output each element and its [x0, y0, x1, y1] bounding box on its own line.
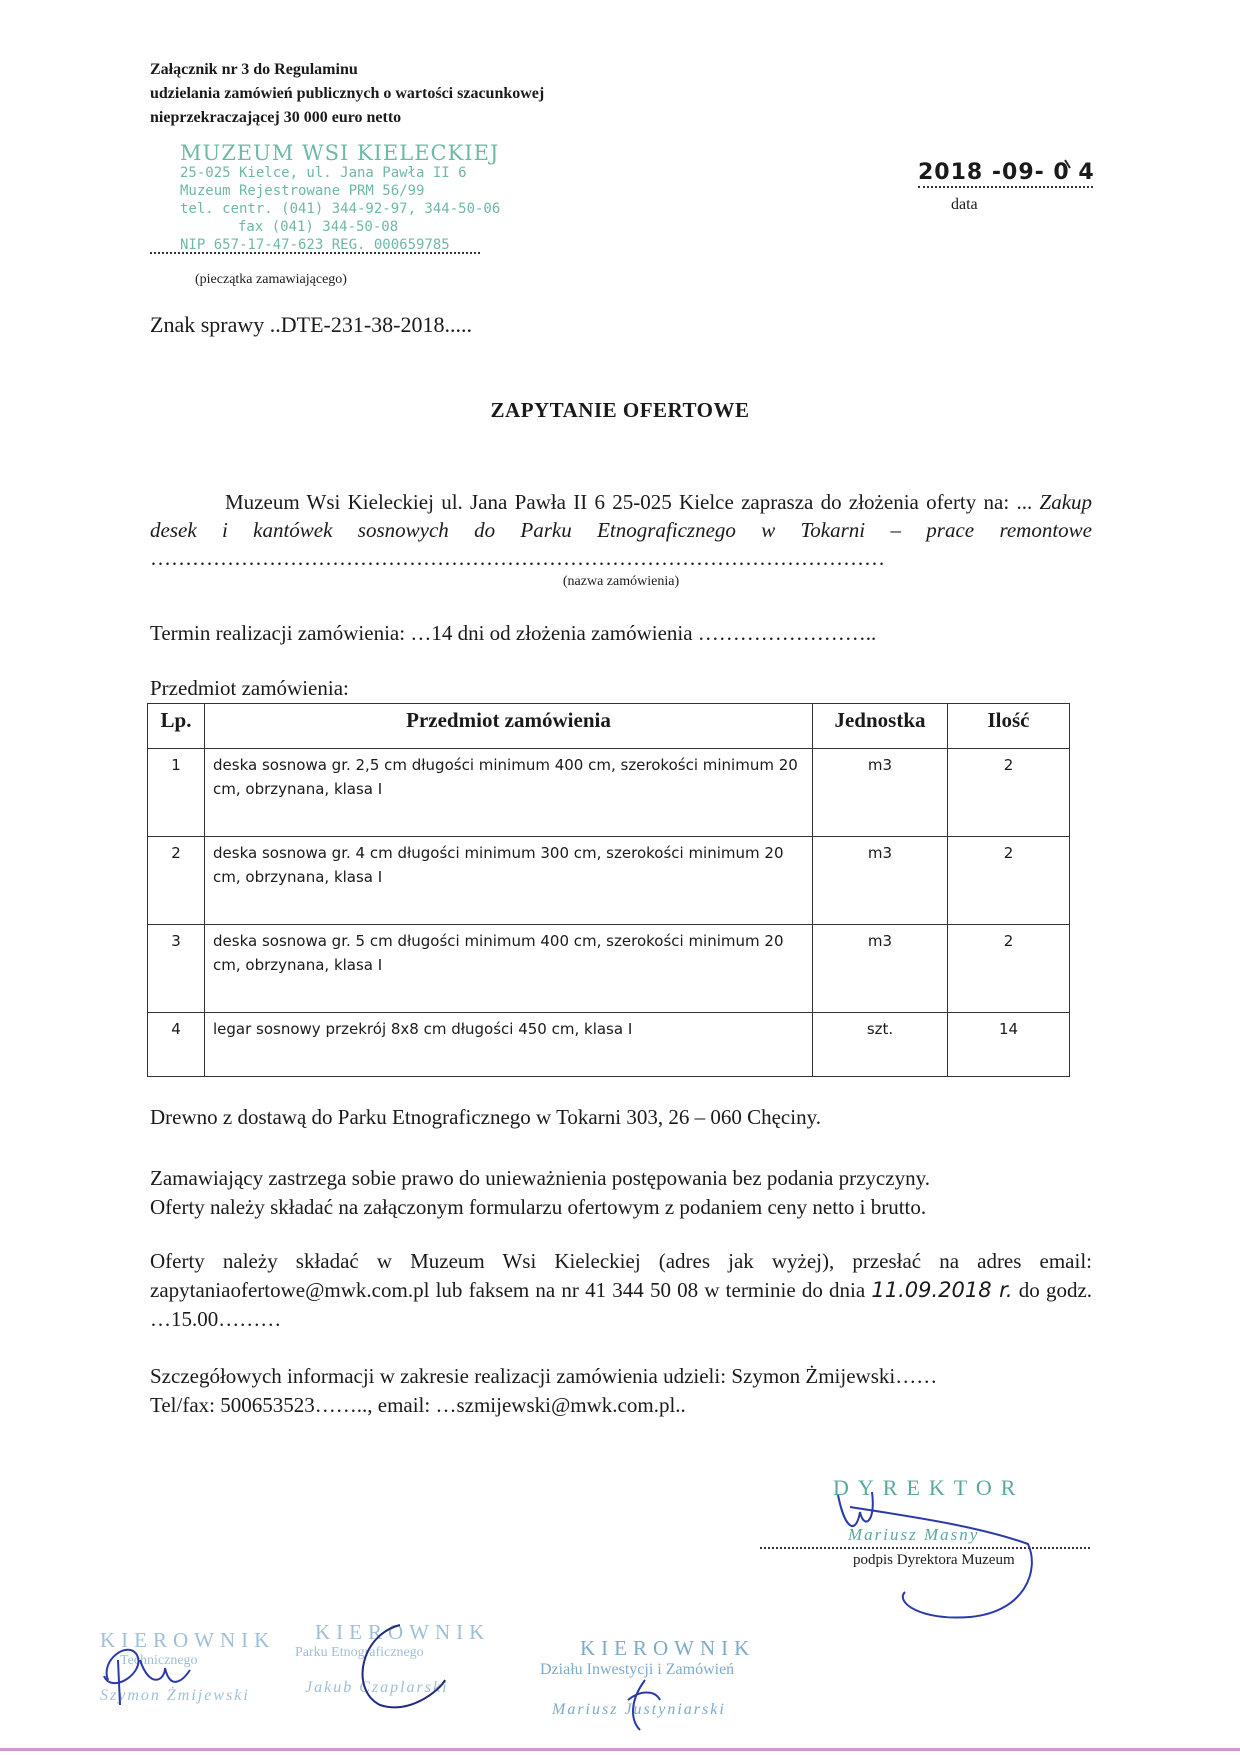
- order-name-dots: ……………………………………………………………………………………………: [150, 546, 885, 570]
- director-name: Mariusz Masny: [848, 1525, 980, 1544]
- table-row: [148, 1013, 1070, 1077]
- signature-title: KIEROWNIK: [580, 1636, 756, 1660]
- date-stamp: 2018 -09- 0 4: [918, 160, 1095, 185]
- director-signature-caption: podpis Dyrektora Muzeum: [853, 1552, 1015, 1568]
- contracting-authority-stamp: [180, 142, 500, 254]
- document-title: ZAPYTANIE OFERTOWE: [490, 398, 750, 422]
- stamp-caption: (pieczątka zamawiającego): [195, 272, 347, 287]
- completion-term: Termin realizacji zamówienia: …14 dni od złożenia zamówienia ……………………..: [150, 621, 877, 645]
- row-qty: 2: [948, 749, 1070, 837]
- delivery-note: Drewno z dostawą do Parku Etnograficznego w Tokarni 303, 26 – 060 Chęciny.: [150, 1105, 821, 1129]
- row-unit: szt.: [813, 1013, 948, 1077]
- contact-person: Szczegółowych informacji w zakresie realizacji zamówienia udzieli: Szymon Żmijewski……: [150, 1364, 938, 1388]
- row-unit: m3: [813, 837, 948, 925]
- stamp-registry: Muzeum Rejestrowane PRM 56/99: [180, 183, 425, 199]
- attachment-header: [150, 58, 544, 130]
- order-name-caption: (nazwa zamówienia): [562, 574, 680, 589]
- signature-stamp-park: [295, 1620, 490, 1697]
- row-qty: 2: [948, 837, 1070, 925]
- order-items-table: [147, 703, 1070, 1077]
- stamp-title: MUZEUM WSI KIELECKIEJ: [180, 141, 500, 165]
- director-stamp: DYREKTOR: [833, 1475, 1025, 1500]
- offers-text: Oferty należy składać w Muzeum Wsi Kieleckiej (adres jak wyżej), przesłać na adres email: zapytaniaofertowe@mwk.com.pl lub faksem na nr 41 344 50 08 w terminie do dnia: [150, 1249, 1092, 1302]
- intro-paragraph: [150, 488, 1092, 590]
- signature-unit: Parku Etnograficznego: [295, 1645, 424, 1660]
- date-dotted-line: [918, 186, 1093, 188]
- order-name: Zakup desek i kantówek sosnowych do Parku Etnograficznego w Tokarni – prace remontowe: [150, 490, 1093, 542]
- signature-stamp-investments: [540, 1636, 755, 1719]
- subject-label: Przedmiot zamówienia:: [150, 676, 349, 700]
- row-qty: 2: [948, 925, 1070, 1013]
- reservation-paragraph: [150, 1164, 1092, 1222]
- attachment-line-2: udzielania zamówień publicznych o wartości szacunkowej: [150, 85, 545, 102]
- offers-paragraph: [150, 1247, 1092, 1334]
- footer-rule: [0, 1748, 1240, 1751]
- row-lp: 1: [148, 749, 205, 837]
- table-header-row: [148, 704, 1070, 749]
- header-lp: Lp.: [148, 704, 205, 749]
- signature-unit: Działu Inwestycji i Zamówień: [540, 1661, 735, 1678]
- signature-stamp-technical: [100, 1628, 275, 1705]
- row-lp: 4: [148, 1013, 205, 1077]
- reservation-line-1: Zamawiający zastrzega sobie prawo do unieważnienia postępowania bez podania przyczyny.: [150, 1166, 930, 1190]
- case-reference: Znak sprawy ..DTE-231-38-2018.....: [150, 312, 472, 337]
- row-lp: 2: [148, 837, 205, 925]
- stamp-nip: NIP 657-17-47-623 REG. 000659785: [180, 237, 450, 253]
- row-item: deska sosnowa gr. 5 cm długości minimum 400 cm, szerokości minimum 20 cm, obrzynana, klasa I: [205, 925, 813, 1013]
- director-dotted-line: [760, 1547, 1090, 1549]
- row-item: deska sosnowa gr. 4 cm długości minimum 300 cm, szerokości minimum 20 cm, obrzynana, klasa I: [205, 837, 813, 925]
- stamp-fax: fax (041) 344-50-08: [238, 219, 399, 235]
- signature-name: Jakub Czaplarski: [305, 1679, 449, 1696]
- intro-text: Muzeum Wsi Kieleckiej ul. Jana Pawła II 6 25-025 Kielce zaprasza do złożenia oferty na: ...: [225, 490, 1033, 514]
- stamp-address: 25-025 Kielce, ul. Jana Pawła II 6: [180, 165, 467, 181]
- attachment-line-1: Załącznik nr 3 do Regulaminu: [150, 61, 358, 78]
- signature-title: KIEROWNIK: [100, 1628, 276, 1652]
- signature-unit: Technicznego: [120, 1653, 198, 1668]
- row-unit: m3: [813, 749, 948, 837]
- signature-name: Mariusz Justyniarski: [552, 1701, 726, 1718]
- row-lp: 3: [148, 925, 205, 1013]
- signature-name: Szymon Żmijewski: [100, 1687, 250, 1704]
- contact-info: [150, 1362, 1092, 1420]
- header-item: Przedmiot zamówienia: [205, 704, 813, 749]
- row-item: legar sosnowy przekrój 8x8 cm długości 450 cm, klasa I: [205, 1013, 813, 1077]
- contact-details: Tel/fax: 500653523…….., email: …szmijewski@mwk.com.pl..: [150, 1393, 686, 1417]
- date-caption: data: [951, 196, 978, 213]
- attachment-line-3: nieprzekraczającej 30 000 euro netto: [150, 109, 402, 126]
- header-unit: Jednostka: [813, 704, 948, 749]
- stamp-dotted-line: [150, 252, 480, 254]
- row-item: deska sosnowa gr. 2,5 cm długości minimum 400 cm, szerokości minimum 20 cm, obrzynana, klasa I: [205, 749, 813, 837]
- table-row: [148, 925, 1070, 1013]
- row-qty: 14: [948, 1013, 1070, 1077]
- table-row: [148, 837, 1070, 925]
- deadline-date: 11.09.2018 r.: [871, 1278, 1013, 1302]
- header-qty: Ilość: [948, 704, 1070, 749]
- deadline-time: do godz. …15.00………: [150, 1278, 1093, 1331]
- signature-title: KIEROWNIK: [315, 1620, 491, 1644]
- stamp-phone: tel. centr. (041) 344-92-97, 344-50-06: [180, 201, 501, 217]
- reservation-line-2: Oferty należy składać na załączonym formularzu ofertowym z podaniem ceny netto i brutto.: [150, 1195, 927, 1219]
- table-row: [148, 749, 1070, 837]
- row-unit: m3: [813, 925, 948, 1013]
